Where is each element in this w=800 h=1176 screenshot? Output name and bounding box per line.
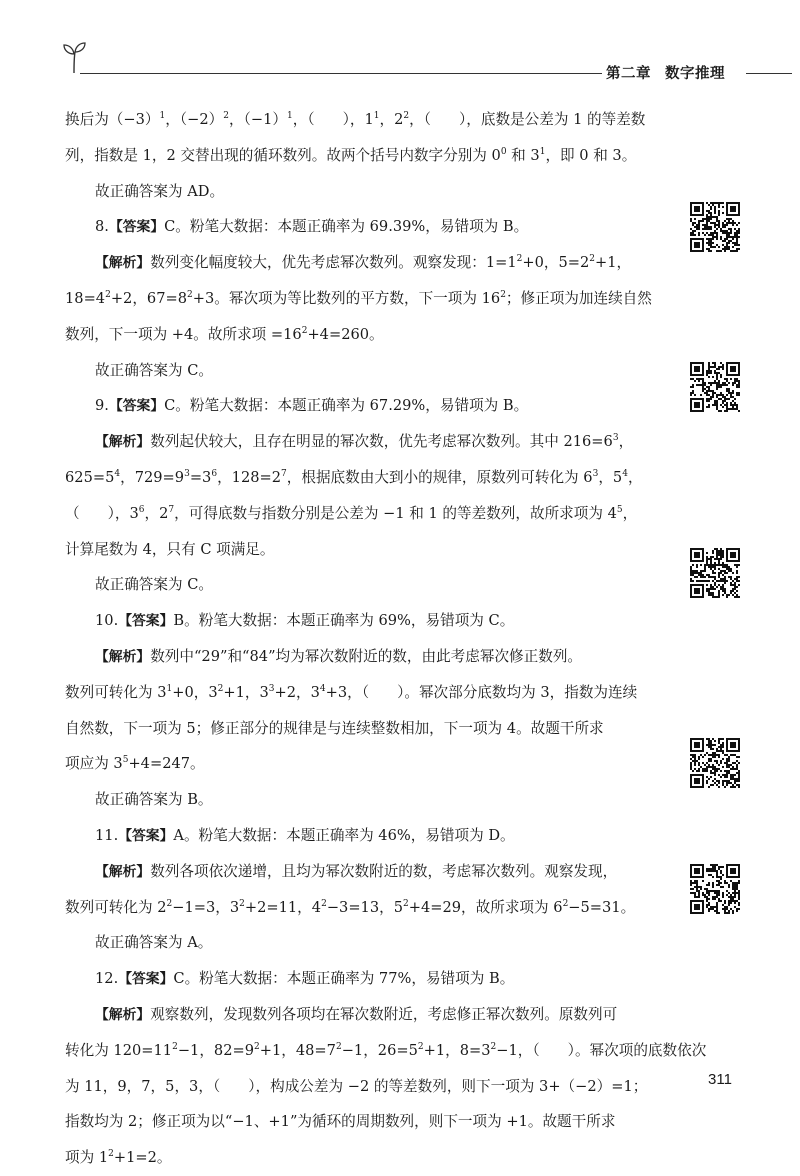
qr-code-icon [690, 362, 740, 412]
answer-label: 【答案】 [108, 219, 165, 236]
text-line: 转化为 $120=11^2-1$，$82=9^2+1$，$48=7^2-1$，$26=5^2+1$，$8=3^2-1$，（ ）。幂次项的底数依次 [65, 1041, 707, 1059]
qr-code-q12[interactable] [690, 864, 740, 914]
answer-line-q12: 12.【答案】C。粉笔大数据：本题正确率为 77%，易错项为 B。 [95, 970, 515, 988]
text-line: 指数均为 2；修正项为以“−1、+1”为循环的周期数列，则下一项为 +1。故题干所求 [65, 1113, 616, 1131]
answer-line-q11: 11.【答案】A。粉笔大数据：本题正确率为 46%，易错项为 D。 [95, 826, 515, 844]
answer-label: 【答案】 [108, 398, 165, 415]
chapter-title [606, 62, 725, 83]
qr-code-icon [690, 202, 740, 252]
chapter-section: 数字推理 [665, 66, 725, 82]
analysis-line-q10: 【解析】数列中“29”和“84”均为幂次数附近的数，由此考虑幂次修正数列。 [95, 647, 583, 665]
analysis-label: 【解析】 [95, 648, 151, 665]
final-answer: 故正确答案为 A。 [95, 934, 213, 952]
final-answer: 故正确答案为 B。 [95, 791, 213, 809]
chapter-number: 第二章 [606, 66, 651, 82]
answer-line-q8: 8.【答案】C。粉笔大数据：本题正确率为 69.39%，易错项为 B。 [95, 218, 529, 236]
text-line: 自然数，下一项为 5；修正部分的规律是与连续整数相加，下一项为 4。故题干所求 [65, 719, 604, 737]
sprout-icon [62, 40, 86, 74]
qr-code-q11[interactable] [690, 738, 740, 788]
analysis-label: 【解析】 [95, 863, 151, 880]
qr-code-icon [690, 548, 740, 598]
answer-label: 【答案】 [118, 613, 174, 630]
analysis-line-q9: 【解析】数列起伏较大，且存在明显的幂次数，优先考虑幂次数列。其中 $216=6^3$， [95, 433, 634, 451]
text-line: 项为 $1^2+1=2$。 [65, 1149, 172, 1167]
text-line: 换后为$(-3)^1$，$(-2)^2$，$(-1)^1$，（ ），$1^1$，$2^2$，（ ），底数是公差为 1 的等差数 [65, 111, 646, 128]
analysis-label: 【解析】 [95, 255, 151, 272]
final-answer: 故正确答案为 AD。 [95, 182, 225, 200]
answer-label: 【答案】 [118, 827, 174, 844]
text-line: 项应为 $3^5+4=247$。 [65, 755, 205, 773]
qr-code-q10[interactable] [690, 548, 740, 598]
final-answer: 故正确答案为 C。 [95, 361, 213, 379]
qr-code-icon [690, 864, 740, 914]
text-line: 列，指数是 1，2 交替出现的循环数列。故两个括号内数字分别为 $0^0$ 和 $3^1$，即 0 和 3。 [65, 146, 637, 164]
analysis-line-q12: 【解析】观察数列，发现数列各项均在幂次数附近，考虑修正幂次数列。原数列可 [95, 1005, 618, 1023]
text-line: 为 11，9，7，5，3，（ ），构成公差为 −2 的等差数列，则下一项为 3+（−2）=1； [65, 1077, 648, 1095]
page-header [0, 0, 800, 90]
text-line: $625=5^4$，$729=9^3=3^6$，$128=2^7$，根据底数由大到小的规律，原数列可转化为 $6^3$，$5^4$， [65, 468, 643, 486]
text-line: 数列可转化为 $3^1+0$，$3^2+1$，$3^3+2$，$3^4+3$，（ ）。幂次部分底数均为 3，指数为连续 [65, 683, 638, 701]
analysis-line-q8: 【解析】数列变化幅度较大，优先考虑幂次数列。观察发现：$1=1^2+0$，$5=2^2+1$， [95, 254, 632, 272]
text-line: 计算尾数为 4，只有 C 项满足。 [65, 540, 275, 558]
analysis-label: 【解析】 [95, 1006, 151, 1023]
page-body [65, 102, 707, 1176]
answer-label: 【答案】 [118, 971, 174, 988]
analysis-line-q11: 【解析】数列各项依次递增，且均为幂次数附近的数，考虑幂次数列。观察发现， [95, 862, 618, 880]
text-line: （ ），$3^6$，$2^7$，可得底数与指数分别是公差为 −1 和 1 的等差数列，故所求项为 $4^5$， [65, 504, 638, 522]
header-rule-right [746, 73, 792, 74]
final-answer: 故正确答案为 C。 [95, 576, 213, 594]
header-rule-left [80, 73, 602, 74]
text-line: $18=4^2+2$，$67=8^2+3$。幂次项为等比数列的平方数，下一项为 $16^2$；修正项为加连续自然 [65, 289, 652, 307]
text-line: 数列，下一项为 +4。故所求项 $=16^2+4=260$。 [65, 325, 384, 343]
answer-line-q9: 9.【答案】C。粉笔大数据：本题正确率为 67.29%，易错项为 B。 [95, 397, 529, 415]
qr-code-icon [690, 738, 740, 788]
page-number: 311 [708, 1071, 732, 1088]
answer-line-q10: 10.【答案】B。粉笔大数据：本题正确率为 69%，易错项为 C。 [95, 612, 515, 630]
qr-code-q9[interactable] [690, 362, 740, 412]
analysis-label: 【解析】 [95, 434, 151, 451]
text-line: 数列可转化为 $2^2-1=3$，$3^2+2=11$，$4^2-3=13$，$5^2+4=29$，故所求项为 $6^2-5=31$。 [65, 898, 636, 916]
qr-code-q8[interactable] [690, 202, 740, 252]
